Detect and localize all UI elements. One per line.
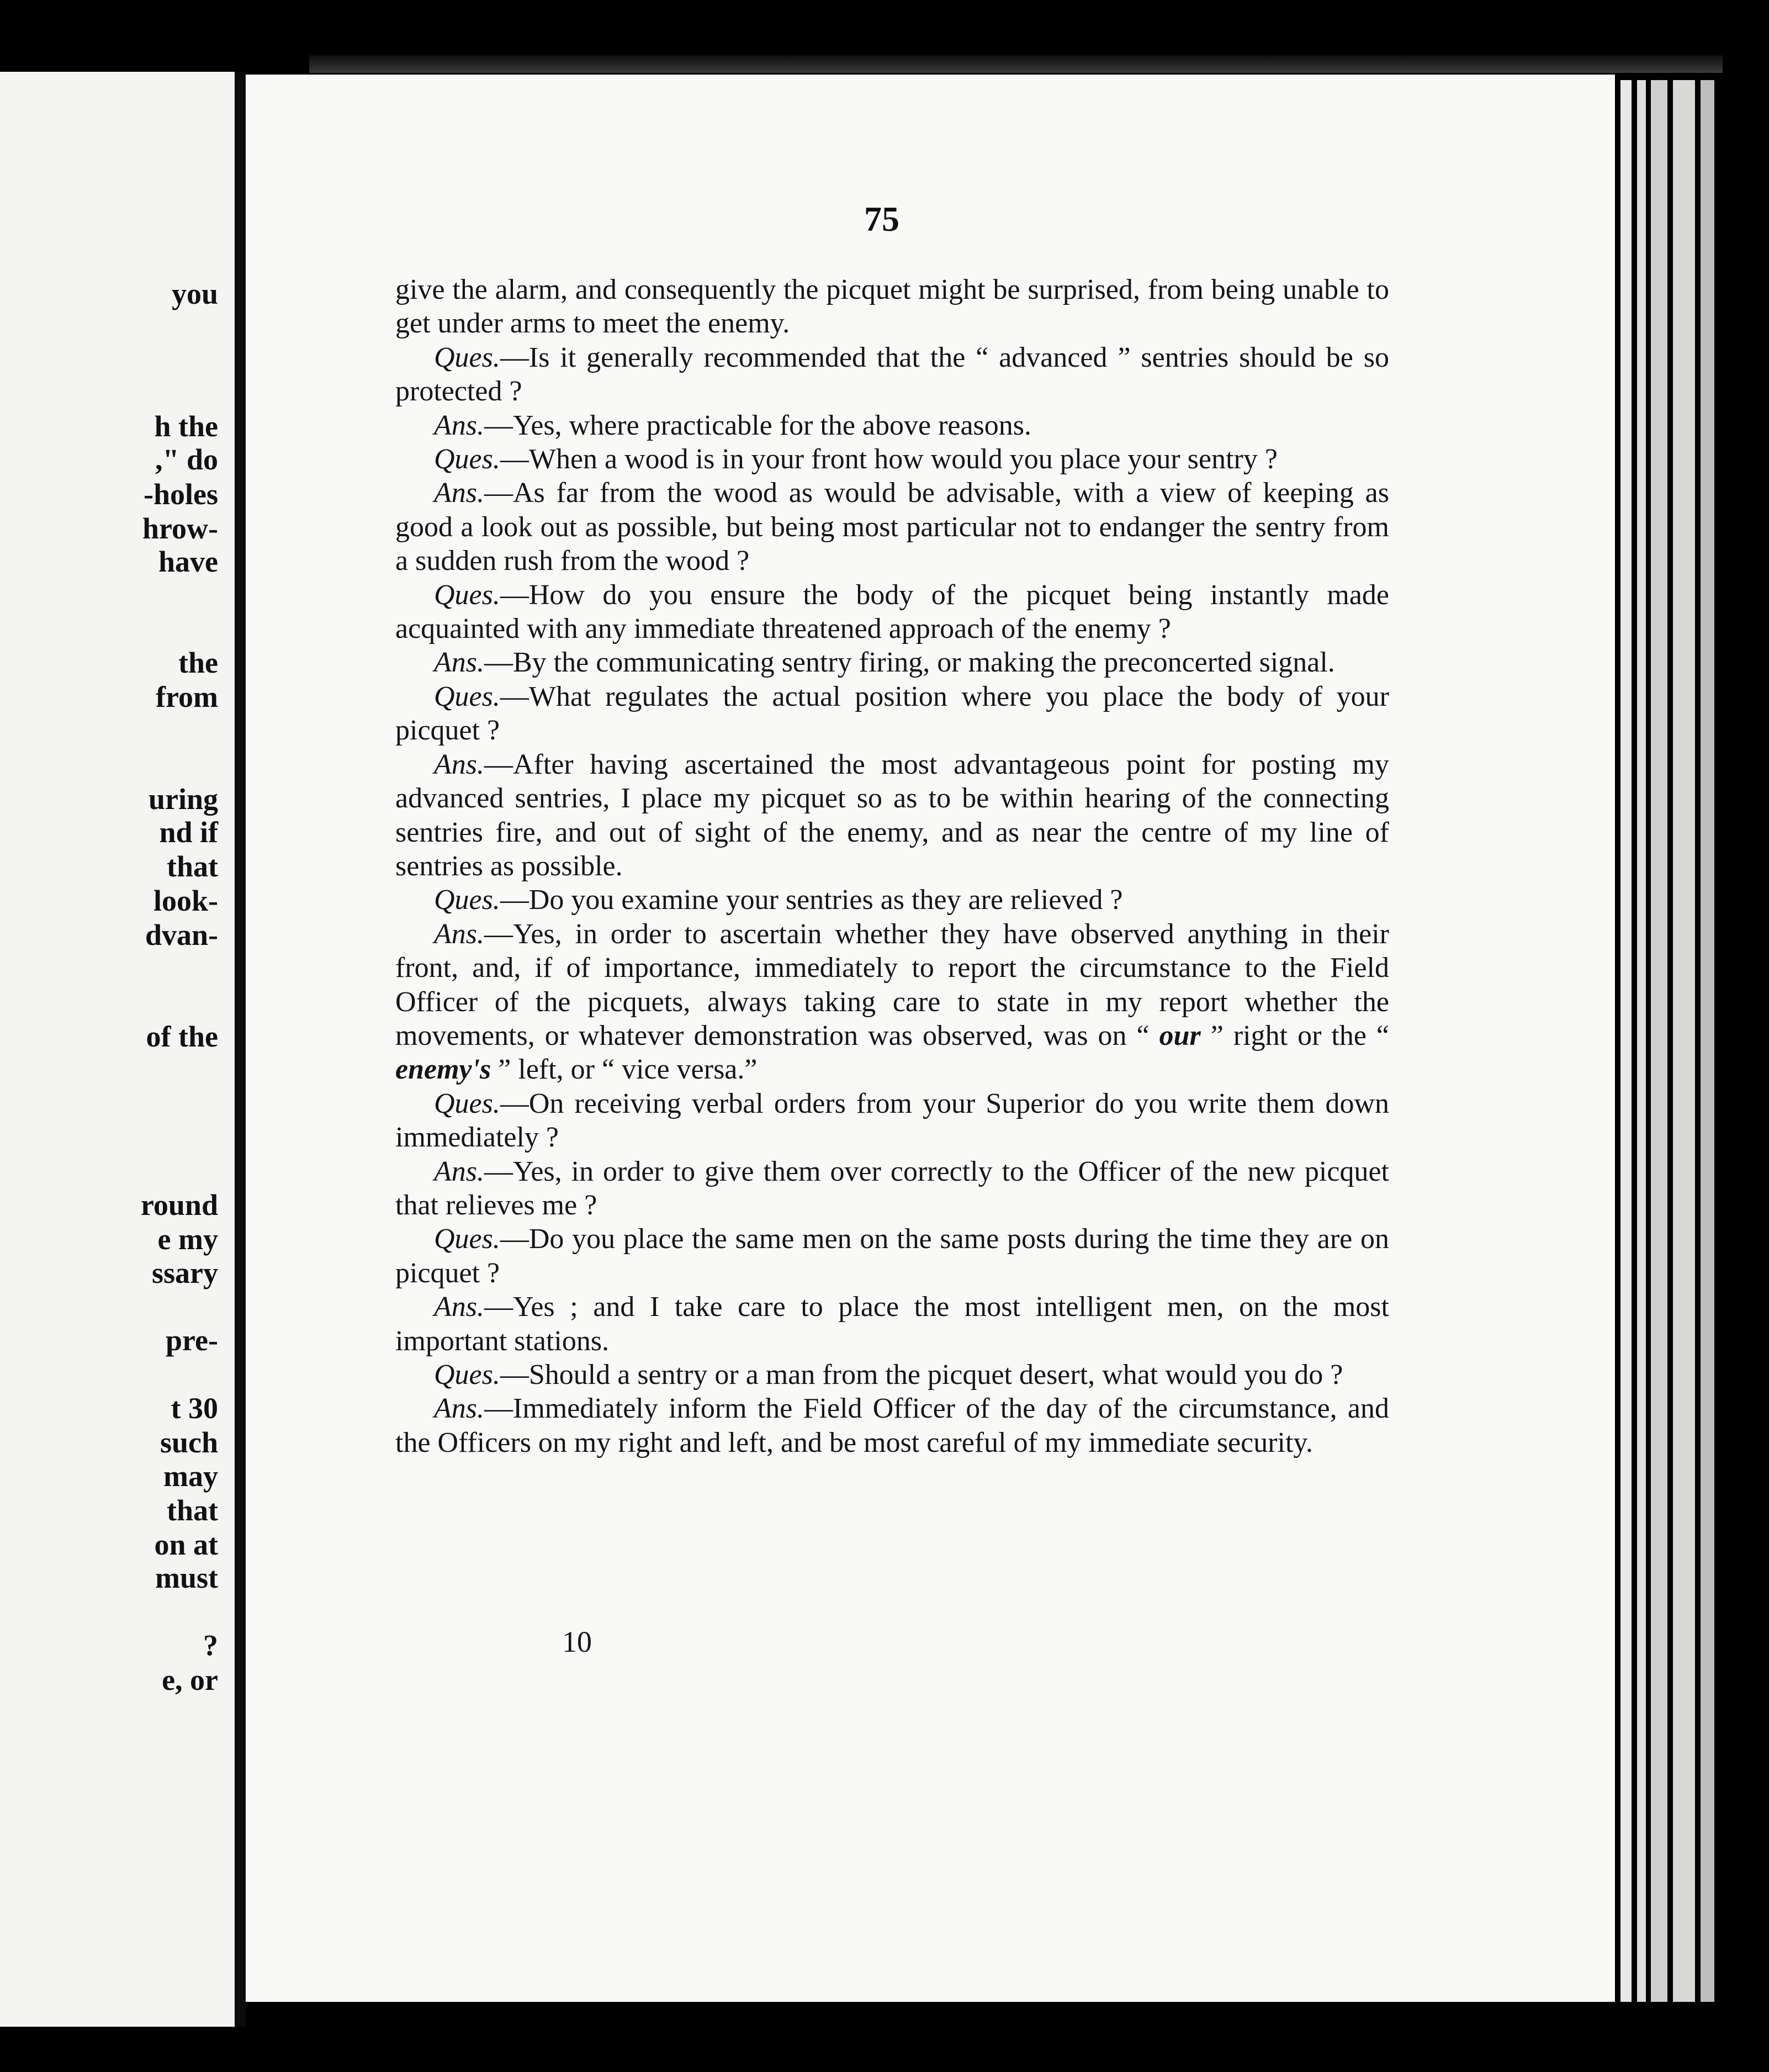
answer-label: Ans. — [434, 409, 484, 441]
question-text: —How do you ensure the body of the picquet being instantly made acquainted with any immediate threatened approach of the enemy ? — [395, 579, 1389, 645]
answer-label: Ans. — [434, 748, 484, 780]
left-fragment: ," do — [155, 443, 218, 476]
question-label: Ques. — [434, 1223, 500, 1255]
left-fragment: that — [167, 1494, 218, 1527]
page-edge — [1651, 80, 1667, 2002]
page-edge — [1701, 80, 1714, 2002]
signature-mark: 10 — [562, 1625, 592, 1658]
answer-text: —After having ascertained the most advantageous point for posting my advanced sentries, I place my picquet so as to be within hearing of the connecting sentries fire, and out of sight of the enemy, and as near the centre of my line of sentries as possible. — [395, 748, 1389, 882]
question-paragraph — [395, 1087, 1389, 1155]
answer-label: Ans. — [434, 918, 484, 950]
left-fragment: t 30 — [171, 1392, 218, 1425]
left-fragment: e my — [157, 1223, 218, 1256]
question-text: —Should a sentry or a man from the picquet desert, what would you do ? — [500, 1359, 1343, 1391]
question-text: —What regulates the actual position where you place the body of your picquet ? — [395, 680, 1389, 747]
left-fragment: pre- — [166, 1324, 218, 1357]
left-fragment: from — [156, 680, 218, 713]
answer-paragraph — [395, 409, 1389, 442]
answer-text: —As far from the wood as would be advisable, with a view of keeping as good a look out as possible, but being most particular not to endanger the sentry from a sudden rush from the wood ? — [395, 477, 1389, 577]
left-fragment: hrow- — [142, 512, 218, 545]
question-label: Ques. — [434, 579, 500, 611]
left-fragment: such — [160, 1426, 218, 1459]
page-edge — [1673, 80, 1695, 2002]
answer-text: —Yes ; and I take care to place the most intelligent men, on the most important stations. — [395, 1291, 1389, 1357]
answer-text: —Yes, in order to ascertain whether they have observed anything in their front, and, if of importance, immediately to report the circumstance to the Field Officer of the picquets, always taking care to state in my report whether the movements, or whatever demonstration was observed, was on “ — [395, 918, 1389, 1051]
left-fragment: ssary — [152, 1256, 218, 1289]
question-label: Ques. — [434, 443, 500, 475]
answer-paragraph — [395, 476, 1389, 578]
question-text: —Do you place the same men on the same posts during the time they are on picquet ? — [395, 1223, 1389, 1289]
book-top-edge — [309, 55, 1723, 73]
left-fragment: on at — [154, 1528, 218, 1561]
answer-paragraph — [395, 1155, 1389, 1223]
left-fragment: -holes — [144, 478, 218, 511]
emphasis-our: our — [1159, 1019, 1201, 1051]
answer-paragraph — [395, 1290, 1389, 1358]
answer-label: Ans. — [434, 647, 484, 679]
answer-label: Ans. — [434, 1393, 484, 1425]
question-text: —On receiving verbal orders from your Superior do you write them down immediately ? — [395, 1087, 1389, 1154]
question-paragraph — [395, 341, 1389, 409]
answer-paragraph — [395, 748, 1389, 884]
left-fragment: you — [171, 277, 218, 310]
left-fragment: may — [163, 1460, 218, 1493]
answer-paragraph — [395, 646, 1389, 679]
question-label: Ques. — [434, 884, 500, 916]
left-fragment: look- — [153, 884, 218, 917]
emphasis-enemys: enemy's — [395, 1054, 491, 1086]
answer-text: —Yes, in order to give them over correctly to the Officer of the new picquet that relieves me ? — [395, 1155, 1389, 1221]
question-label: Ques. — [434, 341, 500, 373]
answer-label: Ans. — [434, 1291, 484, 1323]
left-fragment: uring — [148, 783, 218, 816]
question-paragraph — [395, 883, 1389, 917]
book-spine — [235, 72, 246, 2027]
left-fragment: e, or — [162, 1663, 218, 1696]
page-edge — [1637, 80, 1646, 2002]
question-paragraph — [395, 680, 1389, 748]
left-fragment: have — [158, 545, 218, 578]
answer-text-mid: ” right or the “ — [1200, 1019, 1389, 1051]
left-fragment: round — [140, 1188, 218, 1222]
question-label: Ques. — [434, 1087, 500, 1119]
left-fragment: dvan- — [145, 918, 218, 952]
answer-text: —Yes, where practicable for the above reasons. — [484, 409, 1032, 441]
question-label: Ques. — [434, 1359, 500, 1391]
question-text: —When a wood is in your front how would you place your sentry ? — [500, 443, 1278, 475]
left-fragment: of the — [146, 1020, 218, 1053]
left-fragment: h the — [154, 410, 218, 443]
answer-paragraph — [395, 1392, 1389, 1460]
answer-paragraph — [395, 917, 1389, 1087]
question-text: —Is it generally recommended that the “ advanced ” sentries should be so protected ? — [395, 341, 1389, 408]
page-body — [395, 273, 1389, 1460]
page-edge — [1620, 80, 1632, 2002]
left-fragment: must — [155, 1561, 218, 1594]
left-fragment: nd if — [159, 816, 218, 849]
answer-label: Ans. — [434, 1155, 484, 1187]
question-paragraph — [395, 578, 1389, 646]
left-fragment: ? — [203, 1629, 218, 1662]
question-paragraph — [395, 442, 1389, 476]
question-label: Ques. — [434, 680, 500, 712]
opening-paragraph: give the alarm, and consequently the picquet might be surprised, from being unable to get under arms to meet the enemy. — [395, 274, 1389, 340]
question-paragraph — [395, 1222, 1389, 1290]
answer-text: —Immediately inform the Field Officer of the day of the circumstance, and the Officers on my right and left, and be most careful of my immediate security. — [395, 1393, 1389, 1458]
question-paragraph — [395, 1358, 1389, 1392]
previous-page-fragment — [0, 72, 238, 2027]
left-fragment: that — [167, 850, 218, 883]
answer-label: Ans. — [434, 477, 484, 509]
answer-text: —By the communicating sentry firing, or making the preconcerted signal. — [484, 647, 1335, 679]
question-text: —Do you examine your sentries as they are relieved ? — [500, 884, 1123, 916]
answer-text-tail: ” left, or “ vice versa.” — [491, 1054, 758, 1086]
left-fragment: the — [178, 646, 218, 679]
page-number: 75 — [864, 199, 899, 239]
